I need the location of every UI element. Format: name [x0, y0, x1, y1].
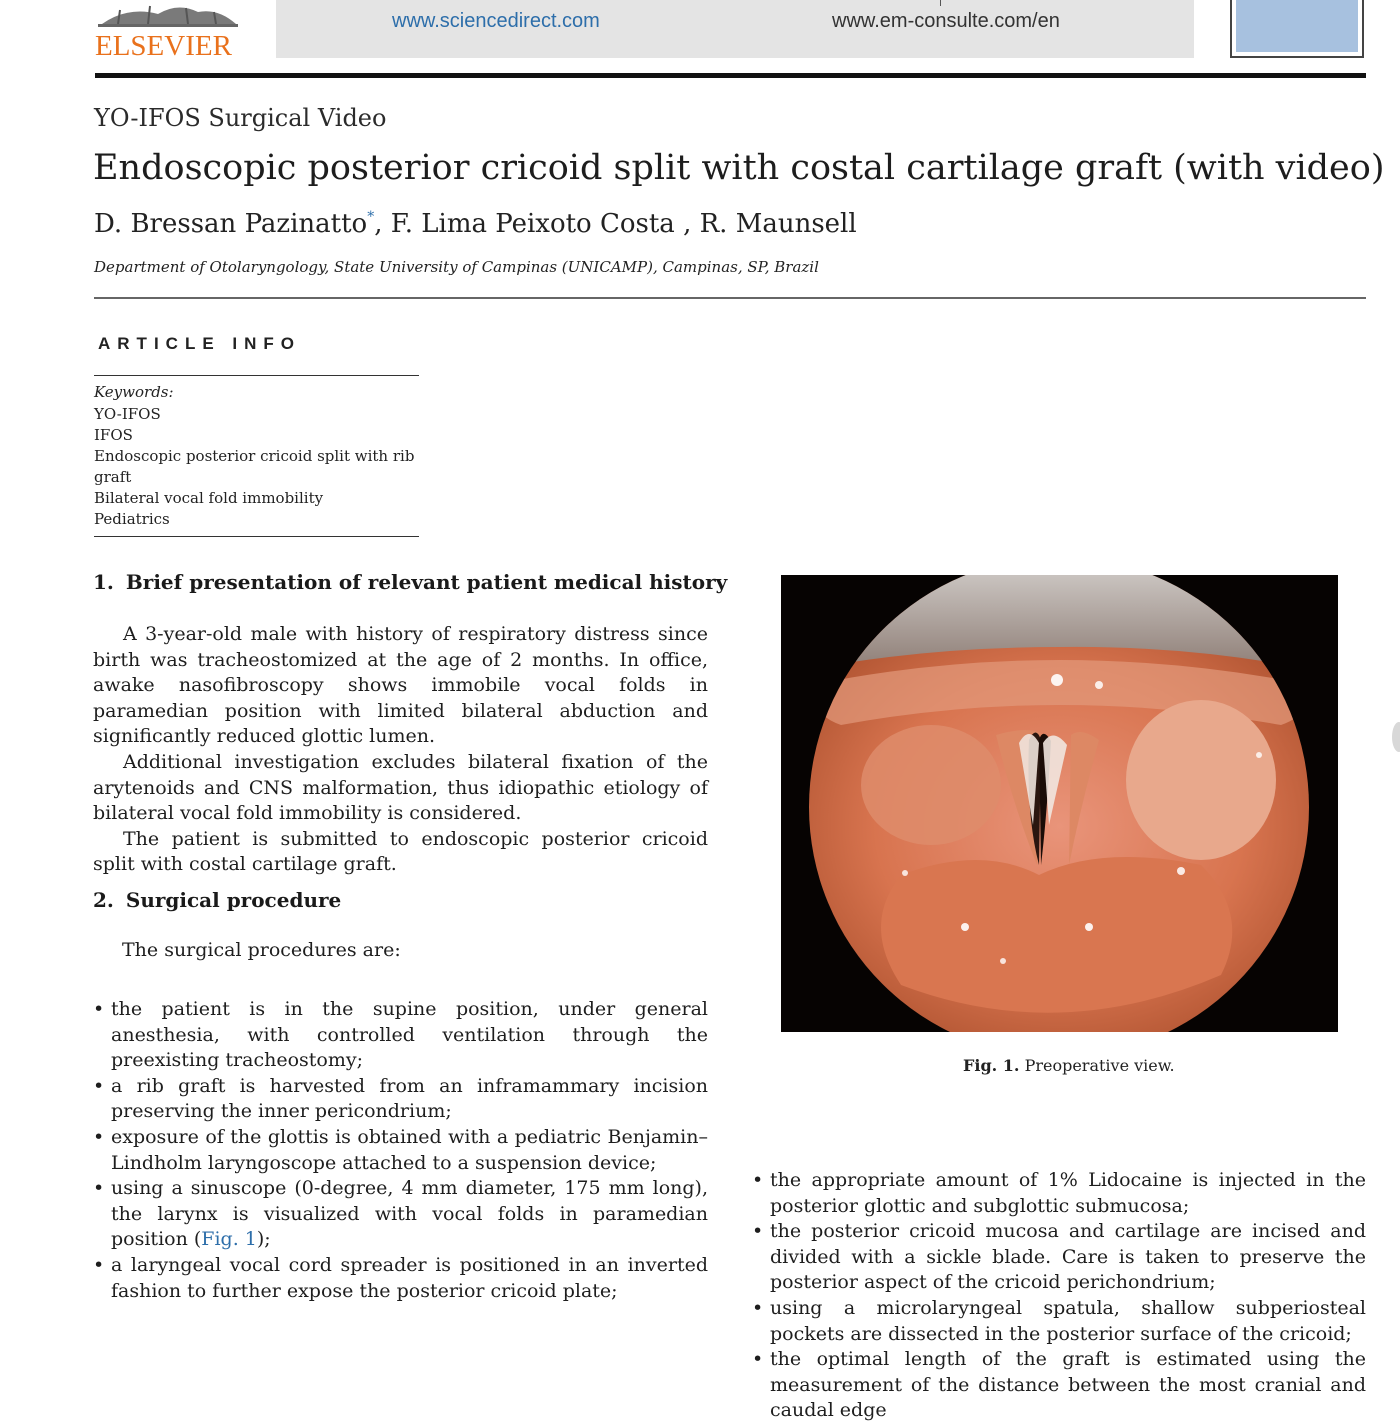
section-1-heading — [93, 570, 728, 594]
publisher-logo: ELSEVIER — [95, 30, 232, 62]
keyword-item: Pediatrics — [94, 510, 170, 528]
article-section-type: YO-IFOS Surgical Video — [94, 104, 387, 132]
author-list — [94, 209, 857, 239]
section-1-body — [93, 622, 708, 878]
section-2-heading — [93, 888, 708, 912]
figure-1-image — [781, 575, 1338, 1032]
list-item: • a laryngeal vocal cord spreader is positioned in an inverted fashion to further expose the posterior cricoid plate; — [93, 1253, 708, 1304]
endoscopic-larynx-photo — [781, 575, 1338, 1032]
sciencedirect-link[interactable]: www.sciencedirect.com — [392, 10, 600, 32]
list-item: • the appropriate amount of 1% Lidocaine is injected in the posterior glottic and subglottic submucosa; — [752, 1168, 1366, 1219]
article-info-rule-bottom — [94, 536, 419, 537]
list-item: • the patient is in the supine position, under general anesthesia, with controlled ventilation through the preexisting tracheostomy; — [93, 997, 708, 1074]
article-info-heading: ARTICLE INFO — [98, 334, 301, 353]
article-title: Endoscopic posterior cricoid split with costal cartilage graft (with video) — [93, 148, 1385, 188]
list-item: • using a microlaryngeal spatula, shallow subperiosteal pockets are dissected in the posterior surface of the cricoid; — [752, 1296, 1366, 1347]
keyword-item: IFOS — [94, 426, 133, 444]
section-number: 2. — [93, 888, 114, 912]
list-item-text: ); — [256, 1228, 271, 1251]
figure-caption-text: Preoperative view. — [1024, 1056, 1175, 1075]
keyword-item: YO-IFOS — [94, 405, 161, 423]
header-rule — [95, 73, 1366, 78]
em-consulte-link[interactable]: www.em-consulte.com/en — [832, 10, 1060, 32]
body-paragraph: Additional investigation excludes bilateral fixation of the arytenoids and CNS malformation, thus idiopathic etiology of bilateral vocal fold immobility is considered. — [93, 750, 708, 825]
keyword-item: Bilateral vocal fold immobility — [94, 489, 324, 507]
keywords-label: Keywords: — [94, 383, 174, 401]
author-name[interactable]: D. Bressan Pazinatto — [94, 209, 368, 239]
affiliation: Department of Otolaryngology, State University of Campinas (UNICAMP), Campinas, SP, Brazil — [94, 258, 819, 276]
page-edge-handle — [1392, 722, 1400, 752]
section-title: Brief presentation of relevant patient medical history — [125, 570, 728, 594]
figure-1-link[interactable]: Fig. 1 — [201, 1228, 257, 1251]
list-item: • a rib graft is harvested from an inframammary incision preserving the inner pericondrium; — [93, 1074, 708, 1125]
procedure-steps-left — [93, 997, 708, 1304]
banner-divider — [940, 0, 941, 6]
section-number: 1. — [93, 570, 114, 594]
keywords-list — [94, 404, 424, 530]
list-item: • the posterior cricoid mucosa and cartilage are incised and divided with a sickle blade. Care is taken to preserve the posterior aspect of the cricoid perichondrium; — [752, 1219, 1366, 1296]
figure-label: Fig. 1. — [963, 1056, 1020, 1075]
list-item — [93, 1176, 708, 1253]
body-paragraph: The patient is submitted to endoscopic posterior cricoid split with costal cartilage graft. — [93, 827, 708, 876]
article-info-rule-top — [94, 375, 419, 376]
keyword-item: graft — [94, 468, 132, 486]
corresponding-author-mark[interactable]: * — [367, 209, 375, 225]
keyword-item: Endoscopic posterior cricoid split with rib — [94, 447, 415, 465]
list-item-text: using a sinuscope (0-degree, 4 mm diameter, 175 mm long), the larynx is visualized with vocal folds in paramedian position ( — [111, 1177, 708, 1251]
body-paragraph: A 3-year-old male with history of respiratory distress since birth was tracheostomized at the age of 2 months. In office, awake nasofibroscopy shows immobile vocal folds in paramedian position with limited bilateral abduction and significantly reduced glottic lumen. — [93, 623, 708, 748]
list-item: • the optimal length of the graft is estimated using the measurement of the distance between the most cranial and caudal edge — [752, 1347, 1366, 1424]
journal-cover-thumbnail — [1230, 0, 1364, 58]
section-title: Surgical procedure — [125, 888, 342, 912]
list-item: • exposure of the glottis is obtained with a pediatric Benjamin–Lindholm laryngoscope attached to a suspension device; — [93, 1125, 708, 1176]
procedure-intro: The surgical procedures are: — [122, 939, 401, 961]
figure-1-caption — [963, 1056, 1175, 1075]
title-rule — [94, 297, 1366, 299]
author-names-rest: , F. Lima Peixoto Costa , R. Maunsell — [374, 209, 857, 239]
elsevier-tree-icon — [98, 0, 238, 28]
